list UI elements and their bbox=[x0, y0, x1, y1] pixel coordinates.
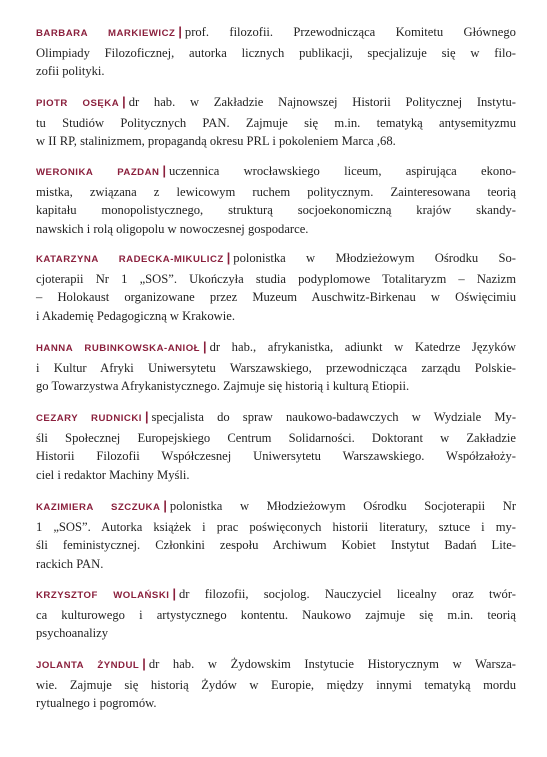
bio-entry-pazdan bbox=[36, 162, 516, 238]
bio-text-line: i Akademię Pedagogiczną w Krakowie. bbox=[36, 308, 235, 323]
bio-entry-oseka bbox=[36, 93, 516, 151]
separator-bar: | bbox=[203, 340, 207, 354]
bio-name: PIOTR OSĘKA bbox=[36, 98, 120, 109]
bio-entry-radecka-mikulicz bbox=[36, 249, 516, 325]
separator-bar: | bbox=[144, 410, 149, 424]
bio-name: KATARZYNA RADECKA-MIKULICZ bbox=[36, 254, 224, 265]
bio-text-line: Historii Filozofii Współczesnej Uniwersytetu Warszawskiego. Współzałoży- bbox=[36, 449, 516, 464]
bio-name: HANNA RUBINKOWSKA-ANIOŁ bbox=[36, 343, 201, 354]
bio-name: KRZYSZTOF WOLAŃSKI bbox=[36, 590, 170, 601]
bio-text-line: tu Studiów Politycznych PAN. Zajmuje się m.in. tematyką antysemityzmu bbox=[36, 115, 516, 130]
bio-text-line: dr hab., afrykanistka, adiunkt w Katedrze Języków bbox=[209, 340, 516, 354]
bio-text-line: prof. filozofii. Przewodnicząca Komitetu Głównego bbox=[184, 25, 516, 39]
bio-name: WERONIKA PAZDAN bbox=[36, 167, 160, 178]
bio-text-line: ciel i redaktor Machiny Myśli. bbox=[36, 467, 190, 482]
bio-text-line: rackich PAN. bbox=[36, 556, 104, 571]
bio-text-line: cjoterapii Nr 1 „SOS”. Ukończyła studia podyplomowe Totalitaryzm – Nazizm bbox=[36, 271, 516, 286]
bio-text-line: – Holokaust organizowane przez Muzeum Auschwitz-Birkenau w Oświęcimiu bbox=[36, 290, 516, 305]
bio-text-line: 1 „SOS”. Autorka książek i prac poświęconych historii literatury, sztuce i my- bbox=[36, 519, 516, 534]
bio-name: KAZIMIERA SZCZUKA bbox=[36, 502, 161, 513]
bio-text-line: Olimpiady Filozoficznej, autorka licznych publikacji, specjalizuje się w filo- bbox=[36, 45, 516, 60]
bio-text-line: psychoanalizy bbox=[36, 626, 109, 641]
bio-text-line: i Kultur Afryki Uniwersytetu Warszawskiego, przewodnicząca zarządu Polskie- bbox=[36, 360, 516, 375]
bio-text-line: go Towarzystwa Afrykanistycznego. Zajmuje się historią i kulturą Etiopii. bbox=[36, 379, 410, 394]
bio-text-line: specjalista do spraw naukowo-badawczych w Wydziale My- bbox=[151, 410, 517, 424]
separator-bar: | bbox=[142, 657, 146, 671]
bio-text-line: polonistka w Młodzieżowym Ośrodku So- bbox=[233, 251, 516, 265]
bio-text-line: wie. Zajmuje się historią Żydów w Europie, między innymi tematyką mordu bbox=[36, 677, 516, 692]
bio-text-line: rytualnego i pogromów. bbox=[36, 696, 157, 711]
bio-text-line: uczennica wrocławskiego liceum, aspirująca ekono- bbox=[169, 164, 516, 178]
separator-bar: | bbox=[162, 164, 166, 178]
separator-bar: | bbox=[122, 95, 126, 109]
bio-text-line: kapitału monopolistycznego, strukturą socjoekonomiczną krajów skandy- bbox=[36, 203, 516, 218]
bio-text-line: polonistka w Młodzieżowym Ośrodku Socjoterapii Nr bbox=[169, 499, 517, 513]
bio-entry-wolanski bbox=[36, 585, 516, 643]
bio-entry-szczuka bbox=[36, 497, 516, 573]
separator-bar: | bbox=[178, 25, 182, 39]
bio-entry-rudnicki bbox=[36, 408, 516, 484]
bio-text-line: w II RP, stalinizmem, propagandą okresu PRL i pokoleniem Marca ,68. bbox=[36, 134, 396, 149]
separator-bar: | bbox=[163, 499, 167, 513]
bio-text-line: zofii polityki. bbox=[36, 64, 105, 79]
separator-bar: | bbox=[226, 251, 231, 265]
bio-entry-zyndul bbox=[36, 655, 516, 713]
bio-text-line: śli feministycznej. Członkini zespołu Archiwum Kobiet Instytut Badań Lite- bbox=[36, 538, 516, 553]
bio-text-line: ca kulturowego i artystycznego kontentu. Naukowo zajmuje się m.in. teorią bbox=[36, 607, 516, 622]
bio-text-line: dr filozofii, socjolog. Nauczyciel licealny oraz twór- bbox=[178, 587, 516, 601]
bio-entry-rubinkowska-aniol bbox=[36, 338, 516, 396]
bio-name: JOLANTA ŻYNDUL bbox=[36, 660, 140, 671]
bio-text-line: nawskich i rolą oligopolu w nowoczesnej gospodarce. bbox=[36, 221, 309, 236]
bio-text-line: mistka, związana z lewicowym ruchem politycznym. Zainteresowana teorią bbox=[36, 184, 516, 199]
bio-text-line: dr hab. w Zakładzie Najnowszej Historii Politycznej Instytu- bbox=[128, 95, 516, 109]
bio-name: BARBARA MARKIEWICZ bbox=[36, 28, 176, 39]
bio-text-line: dr hab. w Żydowskim Instytucie Historycznym w Warsza- bbox=[148, 657, 516, 671]
separator-bar: | bbox=[172, 587, 176, 601]
bio-name: CEZARY RUDNICKI bbox=[36, 413, 142, 424]
bio-entry-markiewicz bbox=[36, 23, 516, 81]
bio-text-line: śli Społecznej Europejskiego Centrum Solidarności. Doktorant w Zakładzie bbox=[36, 430, 516, 445]
